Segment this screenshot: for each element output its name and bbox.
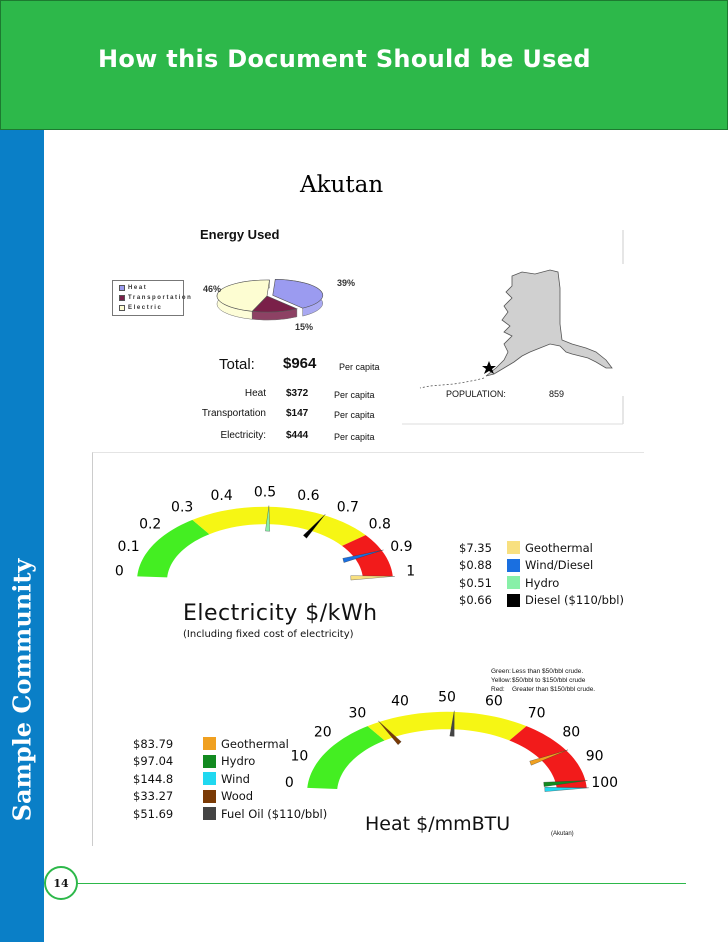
page-number-badge bbox=[44, 866, 78, 900]
legend-swatch bbox=[507, 576, 520, 589]
heat-gauge-source: (Akutan) bbox=[551, 831, 574, 837]
key-label: Red: bbox=[491, 686, 505, 693]
gauge-tick-label: 0.4 bbox=[210, 488, 233, 505]
legend-label: Hydro bbox=[525, 575, 560, 590]
gauge-tick-label: 1 bbox=[406, 563, 416, 580]
electricity-cost-label: Electricity: bbox=[220, 430, 266, 441]
legend-label: Geothermal bbox=[525, 540, 593, 555]
electricity-gauge-title: Electricity $/kWh bbox=[183, 601, 378, 626]
key-row bbox=[491, 667, 595, 676]
legend-label: Wood bbox=[221, 789, 254, 804]
legend-price: $0.51 bbox=[459, 575, 492, 590]
legend-swatch bbox=[203, 807, 216, 820]
gauge-tick-label: 20 bbox=[313, 724, 332, 741]
legend-swatch bbox=[507, 594, 520, 607]
legend-swatch bbox=[203, 790, 216, 803]
legend-label: Geothermal bbox=[221, 736, 289, 751]
key-text: Greater than $150/bbl crude. bbox=[512, 686, 596, 693]
header-title: How this Document Should be Used bbox=[98, 45, 591, 73]
legend-price: $0.88 bbox=[459, 558, 492, 573]
gauge-tick-label: 90 bbox=[585, 748, 604, 765]
footer-divider bbox=[76, 883, 686, 884]
gauge-tick-label: 0.1 bbox=[117, 538, 140, 555]
page-header bbox=[0, 0, 728, 130]
electricity-cost-value: $444 bbox=[286, 430, 309, 441]
legend-label: Diesel ($110/bbl) bbox=[525, 593, 624, 608]
color-key bbox=[491, 667, 595, 694]
key-text: Less than $50/bbl crude. bbox=[512, 668, 584, 675]
legend-price: $83.79 bbox=[133, 736, 174, 751]
legend-swatch bbox=[507, 541, 520, 554]
key-label: Green: bbox=[491, 668, 511, 675]
legend-price: $97.04 bbox=[133, 754, 174, 769]
legend-price: $33.27 bbox=[133, 789, 174, 804]
cost-gauges-panel bbox=[92, 452, 644, 846]
legend-label: Wind/Diesel bbox=[525, 558, 594, 573]
legend-label: Hydro bbox=[221, 754, 256, 769]
legend-item bbox=[133, 735, 327, 753]
heat-legend bbox=[133, 735, 327, 823]
total-unit: Per capita bbox=[339, 362, 380, 372]
legend-label: Heat bbox=[128, 285, 148, 291]
legend-swatch bbox=[203, 772, 216, 785]
key-label: Yellow: bbox=[491, 677, 512, 684]
legend-item bbox=[459, 592, 624, 610]
gauge-tick-label: 30 bbox=[348, 705, 367, 722]
heat-cost-label: Heat bbox=[244, 388, 266, 399]
heat-gauge-title: Heat $/mmBTU bbox=[365, 813, 511, 835]
gauge-tick-label: 0.5 bbox=[253, 484, 277, 501]
alaska-shape-icon bbox=[486, 270, 612, 376]
gauge-tick-label: 40 bbox=[391, 693, 409, 710]
pie-label-electric: 46% bbox=[203, 284, 222, 294]
legend-price: $7.35 bbox=[459, 540, 492, 555]
gauge-tick-label: 0.7 bbox=[336, 499, 359, 516]
gauge-tick-label: 0.8 bbox=[368, 516, 391, 533]
pie-label-transportation: 15% bbox=[295, 322, 314, 332]
legend-swatch bbox=[119, 295, 125, 301]
key-row bbox=[491, 685, 595, 694]
community-title: Akutan bbox=[300, 172, 384, 198]
gauge-needle bbox=[545, 787, 589, 791]
key-row bbox=[491, 676, 595, 685]
energy-chart-title: Energy Used bbox=[200, 227, 280, 242]
legend-label: Transportation bbox=[128, 295, 193, 301]
legend-item bbox=[133, 753, 327, 771]
legend-swatch bbox=[507, 559, 520, 572]
sidebar-label: Sample Community bbox=[7, 558, 37, 822]
legend-price: $0.66 bbox=[459, 593, 492, 608]
legend-swatch bbox=[119, 305, 125, 311]
heat-cost-value: $372 bbox=[286, 388, 309, 399]
pie-legend bbox=[112, 280, 193, 316]
legend-item-heat bbox=[119, 283, 147, 293]
legend-item-transportation bbox=[119, 293, 192, 303]
gauge-tick-label: 10 bbox=[290, 748, 309, 765]
total-label: Total: bbox=[219, 356, 255, 373]
population-label: POPULATION: bbox=[446, 389, 506, 399]
legend-price: $144.8 bbox=[133, 771, 174, 786]
alaska-map bbox=[400, 228, 626, 430]
gauge-tick-label: 0 bbox=[114, 563, 124, 580]
legend-swatch bbox=[203, 755, 216, 768]
gauge-tick-label: 50 bbox=[438, 689, 456, 706]
legend-label: Wind bbox=[221, 771, 250, 786]
transport-cost-value: $147 bbox=[286, 408, 309, 419]
gauge-tick-label: 0.2 bbox=[139, 516, 162, 533]
legend-item bbox=[133, 788, 327, 806]
legend-price: $51.69 bbox=[133, 806, 174, 821]
legend-item bbox=[133, 770, 327, 788]
gauge-tick-label: 0.6 bbox=[297, 488, 320, 505]
electricity-cost-unit: Per capita bbox=[334, 432, 375, 442]
key-text: $50/bbl to $150/bbl crude bbox=[512, 677, 586, 684]
gauge-tick-label: 0.3 bbox=[171, 499, 194, 516]
gauge-tick-label: 80 bbox=[562, 724, 581, 741]
page-number: 14 bbox=[53, 877, 69, 890]
legend-item bbox=[133, 805, 327, 823]
legend-swatch bbox=[119, 285, 125, 291]
legend-label: Electric bbox=[128, 305, 163, 311]
legend-label: Fuel Oil ($110/bbl) bbox=[221, 806, 328, 821]
legend-item bbox=[459, 574, 624, 592]
electricity-legend bbox=[459, 539, 624, 609]
gauge-tick-label: 60 bbox=[485, 693, 503, 710]
gauge-tick-label: 100 bbox=[591, 775, 619, 792]
electricity-gauge-subtitle: (Including fixed cost of electricity) bbox=[183, 629, 354, 640]
gauge-tick-label: 70 bbox=[527, 705, 546, 722]
heat-cost-unit: Per capita bbox=[334, 390, 375, 400]
pie-label-heat: 39% bbox=[337, 278, 356, 288]
population-value: 859 bbox=[549, 389, 565, 399]
transport-cost-unit: Per capita bbox=[334, 410, 375, 420]
legend-swatch bbox=[203, 737, 216, 750]
gauge-tick-label: 0.9 bbox=[390, 538, 413, 555]
transport-cost-label: Transportation bbox=[201, 408, 266, 419]
legend-item bbox=[459, 557, 624, 575]
gauge-needle bbox=[351, 576, 395, 580]
legend-item bbox=[459, 539, 624, 557]
legend-item-electric bbox=[119, 303, 162, 313]
sidebar bbox=[0, 130, 44, 942]
gauge-tick-label: 0 bbox=[284, 775, 294, 792]
total-value: $964 bbox=[283, 355, 317, 372]
